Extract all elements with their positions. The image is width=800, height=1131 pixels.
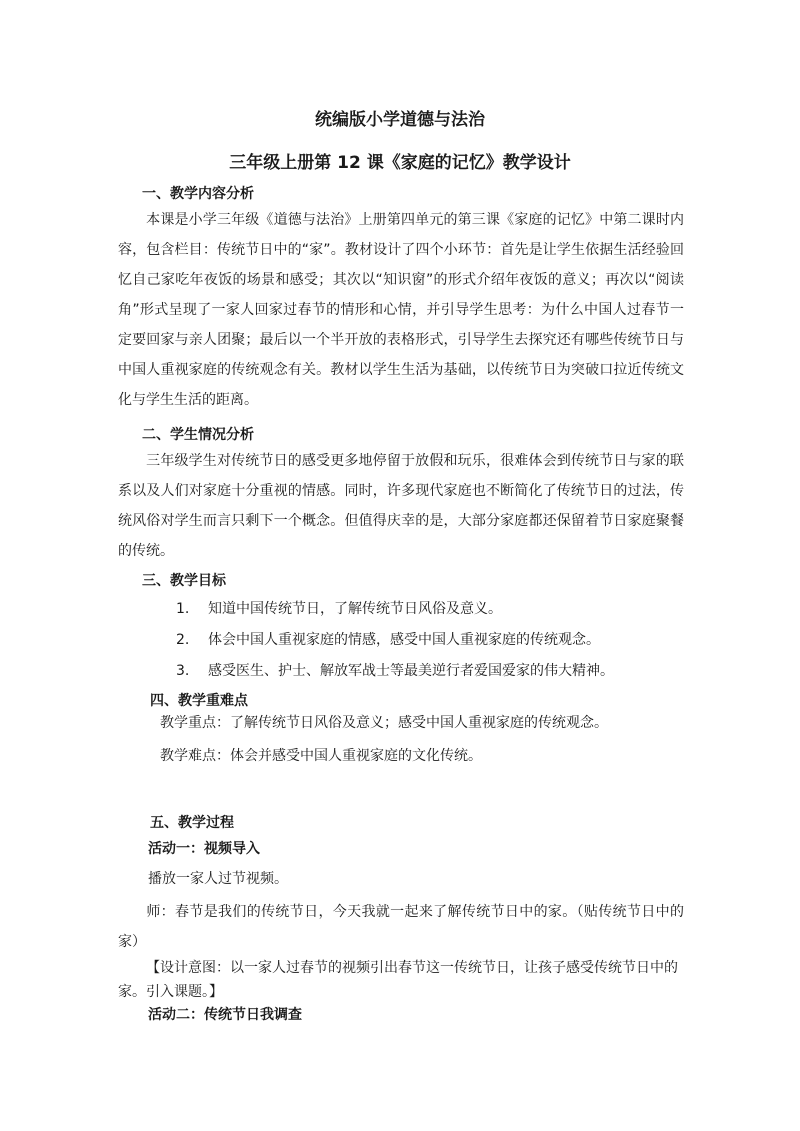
activity2-heading: 活动二：传统节日我调查	[148, 1007, 302, 1023]
goal-number: 1.	[176, 601, 190, 617]
section1-paragraph-text: 本课是小学三年级《道德与法治》上册第四单元的第三课《家庭的记忆》中第二课时内容，包含栏目：传统节日中的“家”。教材设计了四个小环节：首先是让学生依据生活经验回忆自己家吃年夜饭的场景和感受；其次以“知识窗”的形式介绍年夜饭的意义；再次以“阅读角”形式呈现了一家人回家过春节的情形和心情，并引导学生思考：为什么中国人过春节一定要回家与亲人团聚；最后以一个半开放的表格形式，引导学生去探究还有哪些传统节日与中国人重视家庭的传统观念有关。教材以学生生活为基础，以传统节日为突破口拉近传统文化与学生生活的距离。	[118, 212, 684, 408]
goal-item	[176, 629, 600, 649]
goal-item	[176, 660, 614, 680]
goal-number: 2.	[176, 632, 190, 648]
difficult-point: 教学难点：体会并感受中国人重视家庭的文化传统。	[160, 748, 482, 764]
document-title-line1: 统编版小学道德与法治	[315, 110, 485, 130]
goal-text: 知道中国传统节日，了解传统节日风俗及意义。	[208, 601, 502, 617]
document-title-line2: 三年级上册第 12 课《家庭的记忆》教学设计	[229, 153, 571, 173]
teacher-paragraph	[118, 897, 684, 957]
section4-heading: 四、教学重难点	[150, 693, 248, 709]
section2-paragraph	[118, 446, 684, 566]
design-intent-paragraph	[118, 956, 684, 1004]
play-video-text: 播放一家人过节视频。	[148, 871, 288, 887]
key-point: 教学重点：了解传统节日风俗及意义；感受中国人重视家庭的传统观念。	[160, 715, 608, 731]
goal-text: 体会中国人重视家庭的情感，感受中国人重视家庭的传统观念。	[208, 632, 600, 648]
goal-item	[176, 598, 502, 618]
section1-paragraph	[118, 205, 684, 415]
section3-heading: 三、教学目标	[142, 573, 226, 589]
goal-number: 3.	[176, 663, 190, 679]
section2-paragraph-text: 三年级学生对传统节日的感受更多地停留于放假和玩乐，很难体会到传统节日与家的联系以及人们对家庭十分重视的情感。同时，许多现代家庭也不断简化了传统节日的过法，传统风俗对学生而言只剩下一个概念。但值得庆幸的是，大部分家庭都还保留着节日家庭聚餐的传统。	[118, 453, 684, 559]
section2-heading: 二、学生情况分析	[142, 427, 254, 443]
section5-heading: 五、教学过程	[150, 815, 234, 831]
section1-heading: 一、教学内容分析	[142, 186, 254, 202]
design-intent-text: 【设计意图：以一家人过春节的视频引出春节这一传统节日，让孩子感受传统节日中的家。引入课题。】	[118, 960, 678, 1000]
activity1-heading: 活动一：视频导入	[148, 841, 260, 857]
teacher-text: 师：春节是我们的传统节日，今天我就一起来了解传统节日中的家。（贴传统节日中的家）	[118, 904, 684, 950]
goal-text: 感受医生、护士、解放军战士等最美逆行者爱国爱家的伟大精神。	[208, 663, 614, 679]
